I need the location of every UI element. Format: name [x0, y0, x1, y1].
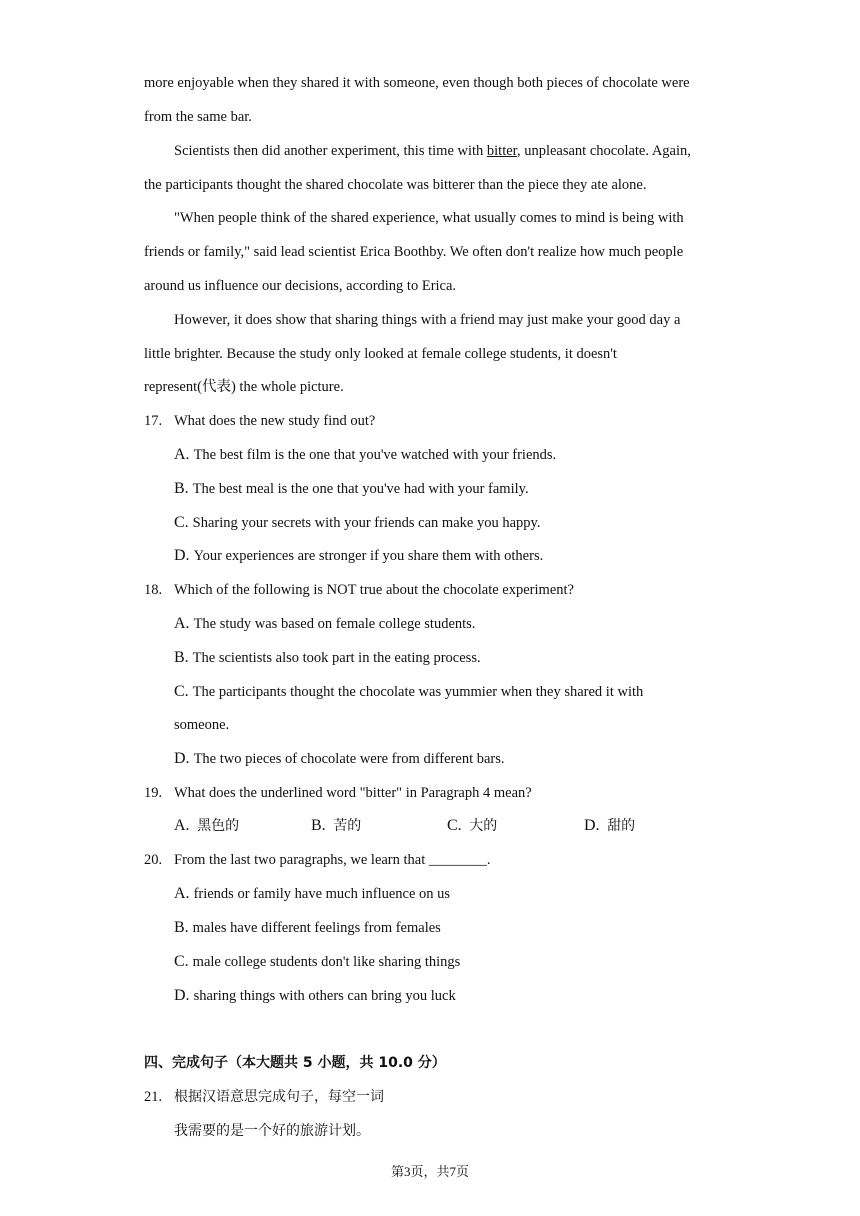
option-text: 苦的 [333, 818, 362, 834]
question-number: 19. [144, 785, 163, 801]
option-17-a[interactable] [174, 445, 556, 465]
option-17-b[interactable] [174, 479, 529, 499]
option-18-c-continued: someone. [174, 717, 230, 733]
option-text: friends or family have much influence on us [193, 886, 451, 902]
option-text: Sharing your secrets with your friends can make you happy. [192, 515, 541, 531]
option-18-b[interactable] [174, 648, 481, 668]
option-20-c[interactable] [174, 952, 460, 972]
question-text: Which of the following is NOT true about the chocolate experiment? [174, 582, 574, 598]
question-number: 20. [144, 852, 163, 868]
option-text: The study was based on female college students. [193, 616, 476, 632]
option-letter: B. [311, 817, 326, 834]
option-letter: A. [174, 817, 190, 834]
option-19-a[interactable] [174, 816, 239, 836]
option-text: 大的 [469, 818, 498, 834]
option-text: Your experiences are stronger if you share them with others. [193, 548, 544, 564]
passage-line [174, 141, 691, 161]
question-20 [144, 850, 491, 870]
question-number: 18. [144, 582, 163, 598]
passage-text: , unpleasant chocolate. Again, [516, 143, 691, 159]
heading-score: 10.0 [378, 1055, 413, 1071]
question-17 [144, 411, 375, 431]
passage-line: However, it does show that sharing things with a friend may just make your good day a [174, 312, 681, 328]
option-letter: C. [174, 683, 189, 700]
option-letter: D. [584, 817, 600, 834]
option-19-c[interactable] [447, 816, 497, 836]
passage-line: around us influence our decisions, according to Erica. [144, 278, 457, 294]
option-text: males have different feelings from females [192, 920, 441, 936]
option-text: The best film is the one that you've watched with your friends. [193, 447, 557, 463]
option-text: 甜的 [607, 818, 636, 834]
option-17-d[interactable] [174, 546, 543, 566]
question-19 [144, 783, 532, 803]
options-row-19 [174, 816, 734, 836]
option-text: The two pieces of chocolate were from different bars. [193, 751, 505, 767]
option-18-d[interactable] [174, 749, 505, 769]
option-text: male college students don't like sharing things [192, 954, 461, 970]
option-19-b[interactable] [311, 816, 361, 836]
heading-text: 分） [412, 1055, 446, 1071]
option-letter: B. [174, 480, 189, 497]
passage-line: represent(代表) the whole picture. [144, 379, 344, 395]
option-letter: C. [447, 817, 462, 834]
question-21 [144, 1087, 384, 1107]
option-text: The participants thought the chocolate was yummier when they shared it with [192, 684, 644, 700]
passage-line: friends or family," said lead scientist Erica Boothby. We often don't realize how much people [144, 244, 684, 260]
question-text: What does the underlined word "bitter" in Paragraph 4 mean? [174, 785, 532, 801]
option-letter: A. [174, 446, 190, 463]
option-text: sharing things with others can bring you luck [193, 988, 456, 1004]
question-21-sentence: 我需要的是一个好的旅游计划。 [174, 1123, 370, 1139]
option-20-a[interactable] [174, 884, 450, 904]
option-letter: C. [174, 953, 189, 970]
passage-line: "When people think of the shared experience, what usually comes to mind is being with [174, 210, 684, 226]
option-17-c[interactable] [174, 513, 540, 533]
option-20-d[interactable] [174, 986, 456, 1006]
passage-line: little brighter. Because the study only looked at female college students, it doesn't [144, 346, 617, 362]
question-number: 17. [144, 413, 163, 429]
option-19-d[interactable] [584, 816, 635, 836]
option-letter: A. [174, 615, 190, 632]
option-letter: A. [174, 885, 190, 902]
passage-line: from the same bar. [144, 109, 252, 125]
heading-count: 5 [302, 1055, 313, 1071]
option-letter: D. [174, 547, 190, 564]
option-20-b[interactable] [174, 918, 441, 938]
heading-text: 四、完成句子（本大题共 [144, 1055, 303, 1071]
page-footer: 第3页，共7页 [390, 1164, 469, 1179]
option-text: The best meal is the one that you've had with your family. [192, 481, 529, 497]
option-18-a[interactable] [174, 614, 475, 634]
passage-line: the participants thought the shared chocolate was bitterer than the piece they ate alone. [144, 177, 647, 193]
question-number: 21. [144, 1089, 163, 1105]
option-letter: D. [174, 750, 190, 767]
option-letter: C. [174, 514, 189, 531]
question-text: 根据汉语意思完成句子，每空一词 [174, 1089, 384, 1105]
section-heading [144, 1053, 446, 1073]
question-text: From the last two paragraphs, we learn that ________. [174, 852, 491, 868]
passage-text: Scientists then did another experiment, this time with [174, 143, 487, 159]
question-18 [144, 580, 574, 600]
question-text: What does the new study find out? [174, 413, 376, 429]
option-text: The scientists also took part in the eating process. [192, 650, 481, 666]
underlined-word-bitter: bitter [486, 143, 517, 159]
option-letter: B. [174, 919, 189, 936]
heading-text: 小题，共 [312, 1055, 379, 1071]
option-letter: B. [174, 649, 189, 666]
passage-line: more enjoyable when they shared it with someone, even though both pieces of chocolate were [144, 75, 690, 91]
option-18-c[interactable] [174, 682, 643, 702]
option-text: 黑色的 [197, 818, 240, 834]
option-letter: D. [174, 987, 190, 1004]
